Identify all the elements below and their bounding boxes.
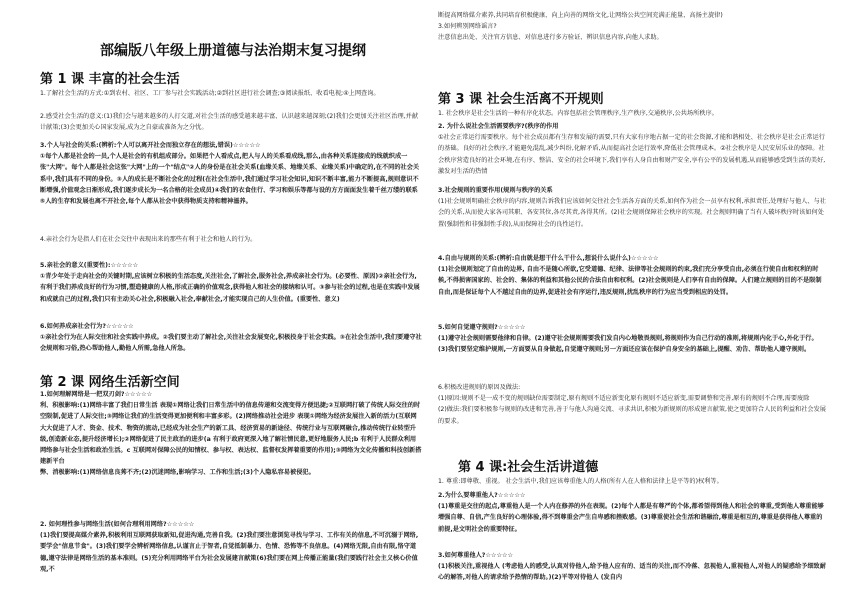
paragraph: (1)遵守社会规则需要他律和自律。(2)遵守社会规则需要我们发自内心地敬畏规则,将规则作为自己行动的准则,将规则内化于心,外化于行。(3)我们要坚定维护规则,一方面要从自身做起,自觉遵守规则;另一方面还应该在保护自身安全的基础上,提醒、劝告、帮助他人遵守规则。: [438, 335, 818, 354]
lesson-3-section: [438, 88, 826, 107]
question-title: 6.如何养成亲社会行为?☆☆☆☆☆: [40, 323, 134, 330]
question-title: 2. 如何理性参与网络生活(如何合理利用网络?☆☆☆☆☆: [40, 521, 195, 528]
question-title: 1.如何理解网络是一把双刃剑?☆☆☆☆☆: [40, 391, 153, 398]
question-title: 4.自由与规则的关系:(辨析:自由就是想干什么干什么,想说什么说什么)☆☆☆☆☆: [438, 255, 659, 262]
lesson-3-q5-block: [438, 322, 826, 356]
lesson-2-section: [40, 371, 422, 390]
paragraph: 断提高网络媒介素养,共同培育积极健康、向上向善的网络文化,让网络公共空间充满正能量、高扬主旋律): [438, 12, 723, 19]
lesson-3-q4-block: [438, 253, 826, 298]
lesson-1-q1-block: [40, 88, 422, 99]
question-title: 3.社会规则的重要作用(规则与秩序的关系: [438, 187, 553, 194]
paragraph: ①社会正常运行需要秩序。每个社会成员都有生存和发展的需要,只有大家有序地占据一定的社会资源,才能和谐相处、社会秩序是社会正常运行的基础。良好的社会秩序,才能避免混乱,减少纠纷,化解矛盾,从而提高社会运行效率,降低社会管理成本。②社会秩序是人民安居乐业的保障。社会秩序营造良好的社会环境,在有序、整洁、安全的社会环境下,我们享有人身自由和财产安全,享有公平的发展机遇,从而能够感受到生活的美好,激发对生活的热情: [438, 134, 826, 175]
paragraph: 1. 社会秩序是社会生活的一种有序化状态。内容包括社会管理秩序,生产秩序,交通秩序,公共场所秩序。: [438, 110, 718, 117]
lesson-4-section: [438, 456, 826, 475]
lesson-4-heading: 第 4 课:社会生活讲道德: [458, 460, 599, 475]
lesson-2-heading: 第 2 课 网络生活新空间: [40, 375, 180, 390]
paragraph: 注意信息出处、关注官方信息、对信息进行多方验证、辨识信息内容,向他人求助。: [438, 34, 663, 42]
paragraph: 弊、消极影响:(1)网络信息良莠不齐;(2)沉迷网络,影响学习、工作和生活;(3)个人隐私容易被侵犯。: [40, 469, 315, 477]
lesson-4-q3-block: [438, 550, 826, 584]
paragraph: (1)积极关注,重视他人 (考虑他人的感受,认真对待他人,给予他人应有的、适当的关注,而不冷落、忽视他人,重视他人,对他人的疑惑给予细致耐心的解答,对他人的请求给予热情的帮助。)(2)平等对待他人 (发自内: [438, 563, 826, 582]
paragraph: (1)我们要提高媒介素养,积极利用互联网获取新知,促进沟通,完善自我。(2)我们要注意浏览寻找与学习、工作有关的信息,不可沉溺于网络,要学会"信息节食"。(3)我们要学会辨析网络信息,认谨言止于智者,自觉抵制暴力、色情、恐怖等不良信息。(4)网络无限,自由有限,恪守道德,遵守法律是网络生活的基本准则。(5)充分利用网络平台为社会发展建言献策(6)我们要在网上传播正能量(我们要践行社会主义核心价值观,不: [40, 532, 419, 573]
lesson-3-q3-block: [438, 185, 826, 230]
lesson-4-q1-block: [438, 476, 826, 487]
paragraph: 4.亲社会行为是指人们在社会交往中表现出来的那些有利于社会和他人的行为。: [40, 236, 257, 243]
lesson-2-q1-block: [40, 389, 422, 479]
lesson-2-q2-block: [40, 519, 422, 575]
question-title: 3.个人与社会的关系:(辨析:个人可以离开社会而独立存在的想法,错误)☆☆☆☆☆: [40, 142, 261, 149]
paragraph: (2)做法:我们要积极参与规则的改进和完善,善于与他人沟通交流、寻求共识,积极为新规则的形成建言献策,使之更加符合人民的利益和社会发展的要求。: [438, 406, 826, 425]
paragraph: 1.了解社会生活的方式:①到农村、社区、工厂参与社会实践活动;②到社区进行社会调查;③阅读报纸、收看电视;④上网查询。: [40, 90, 380, 97]
question-title: 2.为什么要尊重他人?☆☆☆☆☆: [438, 492, 526, 499]
paragraph: ①青少年处于走向社会的关键时期,应该树立积极的生活态度,关注社会,了解社会,服务社会,养成亲社会行为。(必要性、原因)②亲社会行为,有利于我们养成良好的行为习惯,塑造健康的人格,形成正确的价值观念,获得他人和社会的接纳和认可。③参与社会的过程,也是在实践中发展和成就自己的过程,我们只有主动关心社会,积极融入社会,奉献社会,才能实现自己的人生价值。(重要性、意义): [40, 273, 420, 303]
paragraph: (1)原因:规则不是一成不变的规则缺位需要制定,原有规则不适应新变化原有规则不适应新变,需要调整和完善,原有的规则不合理,需要废除: [438, 395, 810, 403]
lesson-1-q3-block: [40, 140, 422, 207]
lesson-1-heading: 第 1 课 丰富的社会生活: [40, 72, 180, 87]
lesson-3-q2-block: [438, 121, 826, 177]
paragraph: 利、积极影响:(1)网络丰富了我们日常生活 表现①网络让我们日常生活中的信息传递和交流变得方便迅捷;②互联网打破了传统人际交往的时空限制,促进了人际交往;③网络让我们的生活变得更加便利和丰富多彩。(2)网络推动社会进步 表现①网络为经济发展注入新的活力(互联网大大促进了人才、资金、技术、物资的流动,已经成为社会生产的新工具、经济贸易的新途径、传统行业与互联网融合,推动传统行业转型升级,创造新业态,提升经济增长);②网络促进了民主政治的进步(a 有利于政府更深入地了解社情民意,更好地服务人民;b 有利于人民群众利用网络参与社会生活和政治生活。c 互联网对保障公民的知情权、参与权、表达权、监督权发挥着重要的作用);③网络为文化传播和科技创新搭建新平台: [40, 402, 422, 466]
lesson-1-q2-block: [40, 111, 422, 133]
question-title: 5.如何自觉遵守规则?☆☆☆☆☆: [438, 324, 526, 331]
lesson-3-q1-block: [438, 108, 826, 119]
document-title: 部编版八年级上册道德与法治期末复习提纲: [100, 43, 366, 59]
paragraph: (1)社会规则划定了自由的边界, 自由不是随心所欲,它受道德、纪律、法律等社会规则的约束,我们充分享受自由,必须在行使自由和权利的时候,不得损害国家的、社会的、集体的利益和其他公民的合法自由和权利。(2)社会规则是人们享有自由的保障。人们建立规则的目的不是限制自由,而是保证每个人不越过自由的边界,促进社会有序运行,违反规则,扰乱秩序的行为应当受到相应的处罚。: [438, 266, 822, 296]
lesson-1-q5-block: [40, 260, 422, 305]
lesson-1-q4-block: [40, 234, 422, 245]
question-title: 2. 为什么说社会生活需要秩序?(秩序的作用: [438, 123, 559, 130]
lesson-4-q2-block: [438, 490, 826, 535]
question-title: 6.积极改进规则的原因及做法:: [438, 384, 521, 391]
lesson-1-section: [40, 68, 422, 87]
paragraph: ①亲社会行为在人际交往和社会实践中养成。②我们要主动了解社会,关注社会发展变化,积极投身于社会实践。③在社会生活中,我们要遵守社会规则和习俗,热心帮助他人,勤他人所需,急他人所急。: [40, 334, 422, 353]
paragraph: ①每个人都是社会的一员,个人是社会的有机组成部分。如果把个人看成点,把人与人的关系看成线,那么,由各种关系连接成的线就织成一张"大网"。每个人都是社会这张"大网"上的一个"结点"②人的身份是在社会关系(血缘关系、地缘关系、业缘关系)中确定的,在不同的社会关系中,我们具有不同的身份。③人的成长是不断社会化的过程(在社会生活中,我们通过学习社会知识,知识不断丰富,能力不断提高,规则意识不断增强,价值观念日渐形成,我们逐步成长为一名合格的社会成员)④我们的衣食住行、学习和娱乐等都与设的方方面面发生着千丝万缕的联系⑤人的生存和发展也离不开社会,每个人都从社会中获得物质支持和精神滋养。: [40, 153, 420, 206]
lesson-1-q6-block: [40, 321, 422, 355]
lesson-3-heading: 第 3 课 社会生活离不开规则: [438, 92, 604, 107]
paragraph: (1)社会规则明确社会秩序的内容,规则告诉我们应该如何交往社会生活各方面的关系,如何作为社会一员享有权利,承担责任,处理好与他人、与社会的关系,从而使大家各司其职、各安其位,各尽其责,各得其所。(2)社会规则保障社会秩序的实现。社会规则明确了当有人破坏秩序时该如何处置(强制性和非强制性手段),从而保障社会的良性运行。: [438, 198, 826, 228]
paragraph: (1)尊重是交往的起点,尊重他人是一个人内在修养的外在表现。(2)每个人都是有尊严的个体,都希望得到他人和社会的尊重,受到他人尊重能够增强自尊、自信,产生良好的心理体验,得不到尊重会产生自卑感和挫败感。(3)尊重使社会生活和谐融洽,尊重是相互的,尊重是获得他人尊重的前提,是文明社会的重要特征。: [438, 503, 824, 533]
lesson-3-q6-block: [438, 382, 826, 427]
question-title: 3.如何尊重他人?☆☆☆☆☆: [438, 552, 514, 559]
paragraph: 2.感受社会生活的意义:(1)我们会与越来越多的人打交道,对社会生活的感受越来越丰富、认识越来越深刻;(2)我们会更加关注社区治理,并献计献策;(3)会更加关心国家发展,成为之自豪或准备为之分忧。: [40, 113, 419, 132]
continued-block: [438, 10, 826, 44]
question-title: 5.亲社会的意义(重要性):☆☆☆☆☆: [40, 262, 139, 269]
question-title: 3.如何辨别网络谣言?: [438, 23, 497, 31]
paragraph: 1. 尊重:即尊敬、重视。 社会生活中,我们应该尊重他人的人格(所有人在人格和法律上是平等的)权利等。: [438, 478, 723, 485]
